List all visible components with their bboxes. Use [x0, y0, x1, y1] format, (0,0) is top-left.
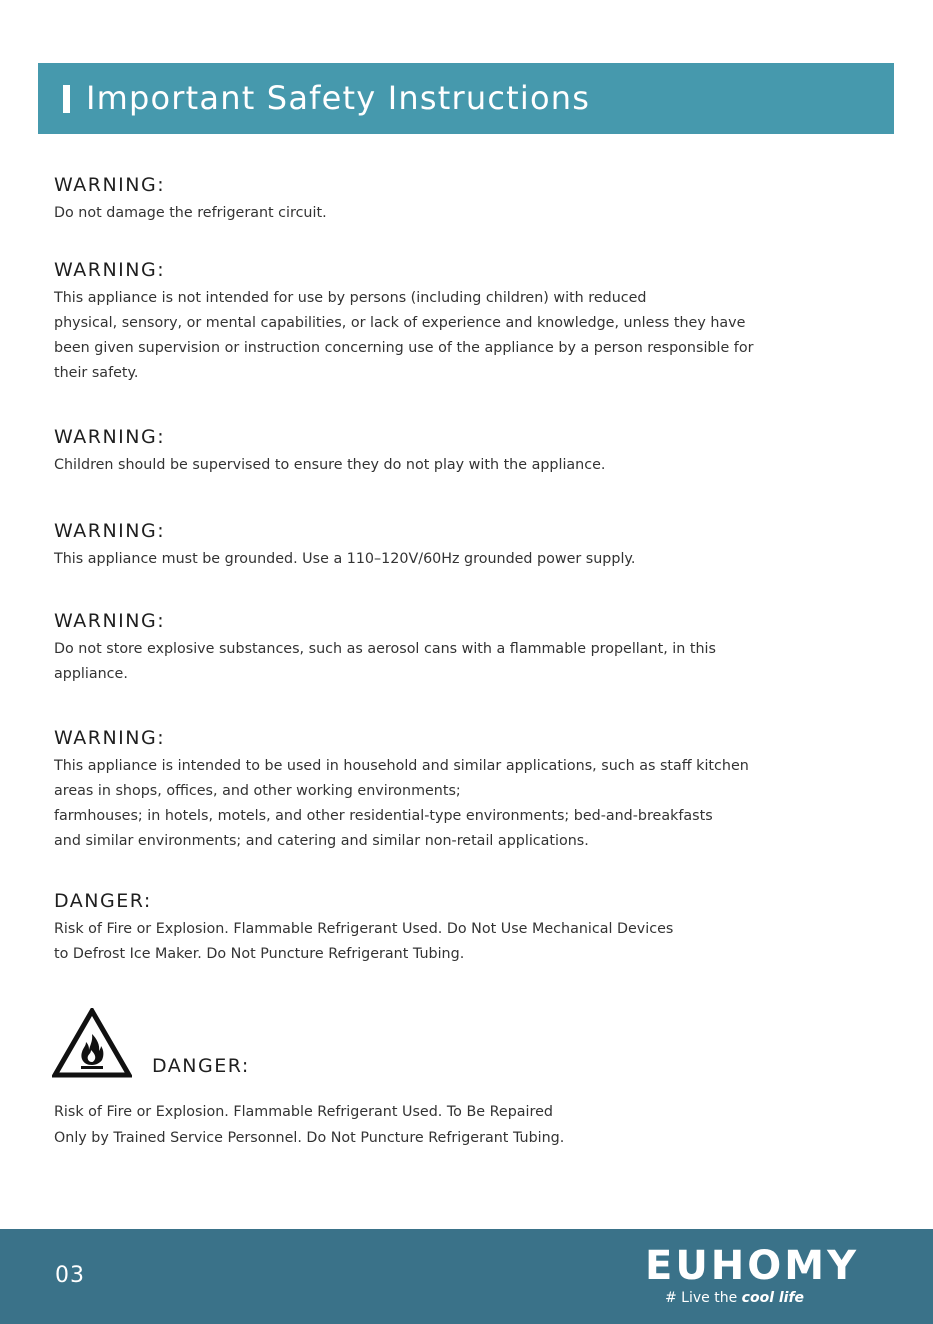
section-body: Risk of Fire or Explosion. Flammable Refrigerant Used. Do Not Use Mechanical Devices to Defrost Ice Maker. Do Not Puncture Refrigerant Tubing.: [54, 921, 674, 962]
brand-logo: [645, 1243, 875, 1313]
section-heading: WARNING:: [54, 727, 166, 749]
section-body: Do not store explosive substances, such as aerosol cans with a flammable propellant, in this appliance.: [54, 641, 716, 682]
section-heading: WARNING:: [54, 610, 166, 632]
flammable-warning-icon: [52, 1008, 132, 1078]
section-heading: WARNING:: [54, 520, 166, 542]
danger-notice-heading: DANGER:: [152, 1055, 250, 1077]
section-body: Do not damage the refrigerant circuit.: [54, 205, 327, 221]
footer-banner: [0, 1229, 933, 1324]
page-title: Important Safety Instructions: [86, 79, 591, 117]
danger-notice-body: Risk of Fire or Explosion. Flammable Refrigerant Used. To Be Repaired Only by Trained Service Personnel. Do Not Puncture Refrigerant Tubing.: [54, 1104, 565, 1146]
section-heading: WARNING:: [54, 259, 166, 281]
warning-intended-use: [54, 726, 854, 854]
slogan-prefix: # Live the: [665, 1290, 738, 1306]
slogan-emphasis: cool life: [741, 1290, 805, 1306]
danger-defrost: [54, 889, 854, 967]
section-body: This appliance is not intended for use by persons (including children) with reduced physical, sensory, or mental capabilities, or lack of experience and knowledge, unless they have been given supervision or instruction concerning use of the appliance by a person responsible for their safety.: [54, 290, 754, 381]
section-body: This appliance is intended to be used in household and similar applications, such as staff kitchen areas in shops, offices, and other working environments; farmhouses; in hotels, motels, and other residential-type environments; bed-and-breakfasts and similar environments; and catering and similar non-retail applications.: [54, 758, 749, 849]
header-accent-bar: [63, 85, 70, 113]
warning-capabilities: [54, 258, 854, 386]
brand-wordmark: EUHOMY: [645, 1243, 860, 1289]
section-heading: WARNING:: [54, 174, 166, 196]
section-body: Children should be supervised to ensure they do not play with the appliance.: [54, 457, 606, 473]
brand-slogan: [665, 1288, 804, 1308]
section-body: This appliance must be grounded. Use a 110–120V/60Hz grounded power supply.: [54, 551, 636, 567]
warning-refrigerant-circuit: [54, 173, 854, 226]
section-heading: DANGER:: [54, 890, 152, 912]
warning-grounded: [54, 519, 854, 572]
warning-children: [54, 425, 854, 478]
header-banner: [38, 63, 894, 134]
section-heading: WARNING:: [54, 426, 166, 448]
page-number: 03: [55, 1263, 85, 1288]
warning-explosive-substances: [54, 609, 854, 687]
